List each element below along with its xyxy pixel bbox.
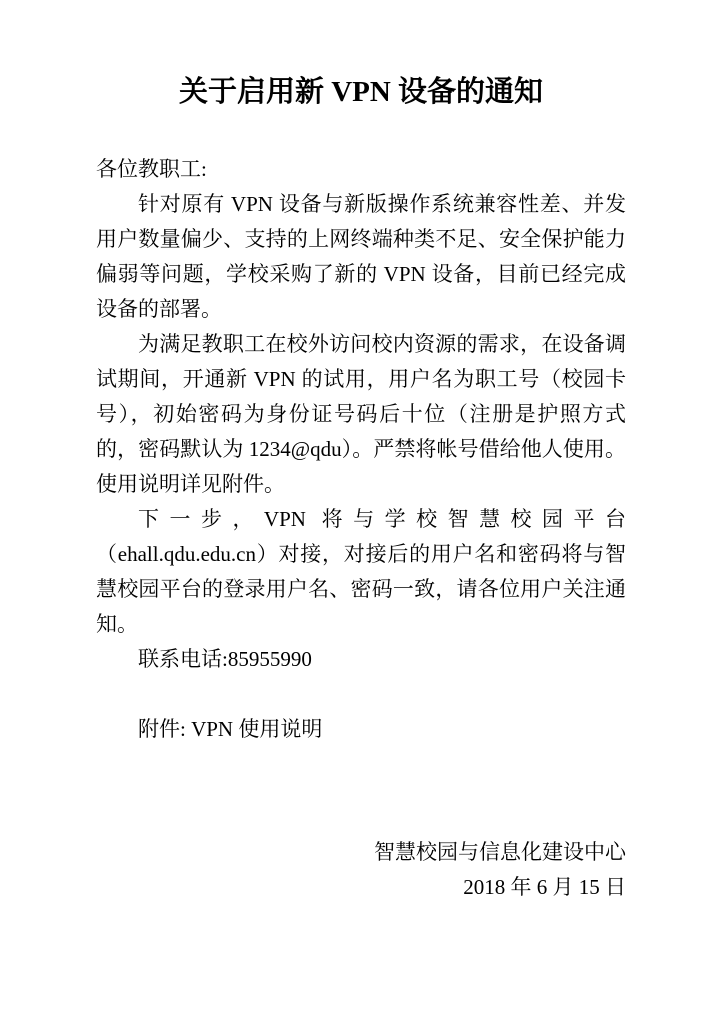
paragraph-old-vpn-problems: 针对原有 VPN 设备与新版操作系统兼容性差、并发用户数量偏少、支持的上网终端种类不足、安全保护能力偏弱等问题，学校采购了新的 VPN 设备，目前已经完成设备的部署。: [96, 192, 626, 321]
salutation-line: 各位教职工:: [96, 157, 207, 181]
document-body: [96, 152, 626, 905]
contact-phone-line: 联系电话:85955990: [138, 647, 312, 671]
signature-organization: 智慧校园与信息化建设中心: [374, 840, 626, 864]
paragraph-ehall-integration: 下一步，VPN 将与学校智慧校园平台（ehall.qdu.edu.cn）对接，对接后的用户名和密码将与智慧校园平台的登录用户名、密码一致，请各位用户关注通知。: [96, 507, 626, 636]
attachment-line: 附件: VPN 使用说明: [138, 717, 323, 741]
paragraph-trial-account-info: 为满足教职工在校外访问校内资源的需求，在设备调试期间，开通新 VPN 的试用，用户名为职工号（校园卡号），初始密码为身份证号码后十位（注册是护照方式的，密码默认为 1234@qdu）。严禁将帐号借给他人使用。使用说明详见附件。: [96, 332, 626, 496]
signature-block: [96, 835, 626, 905]
document-title: 关于启用新 VPN 设备的通知: [178, 76, 544, 108]
signature-date: 2018 年 6 月 15 日: [463, 875, 626, 899]
